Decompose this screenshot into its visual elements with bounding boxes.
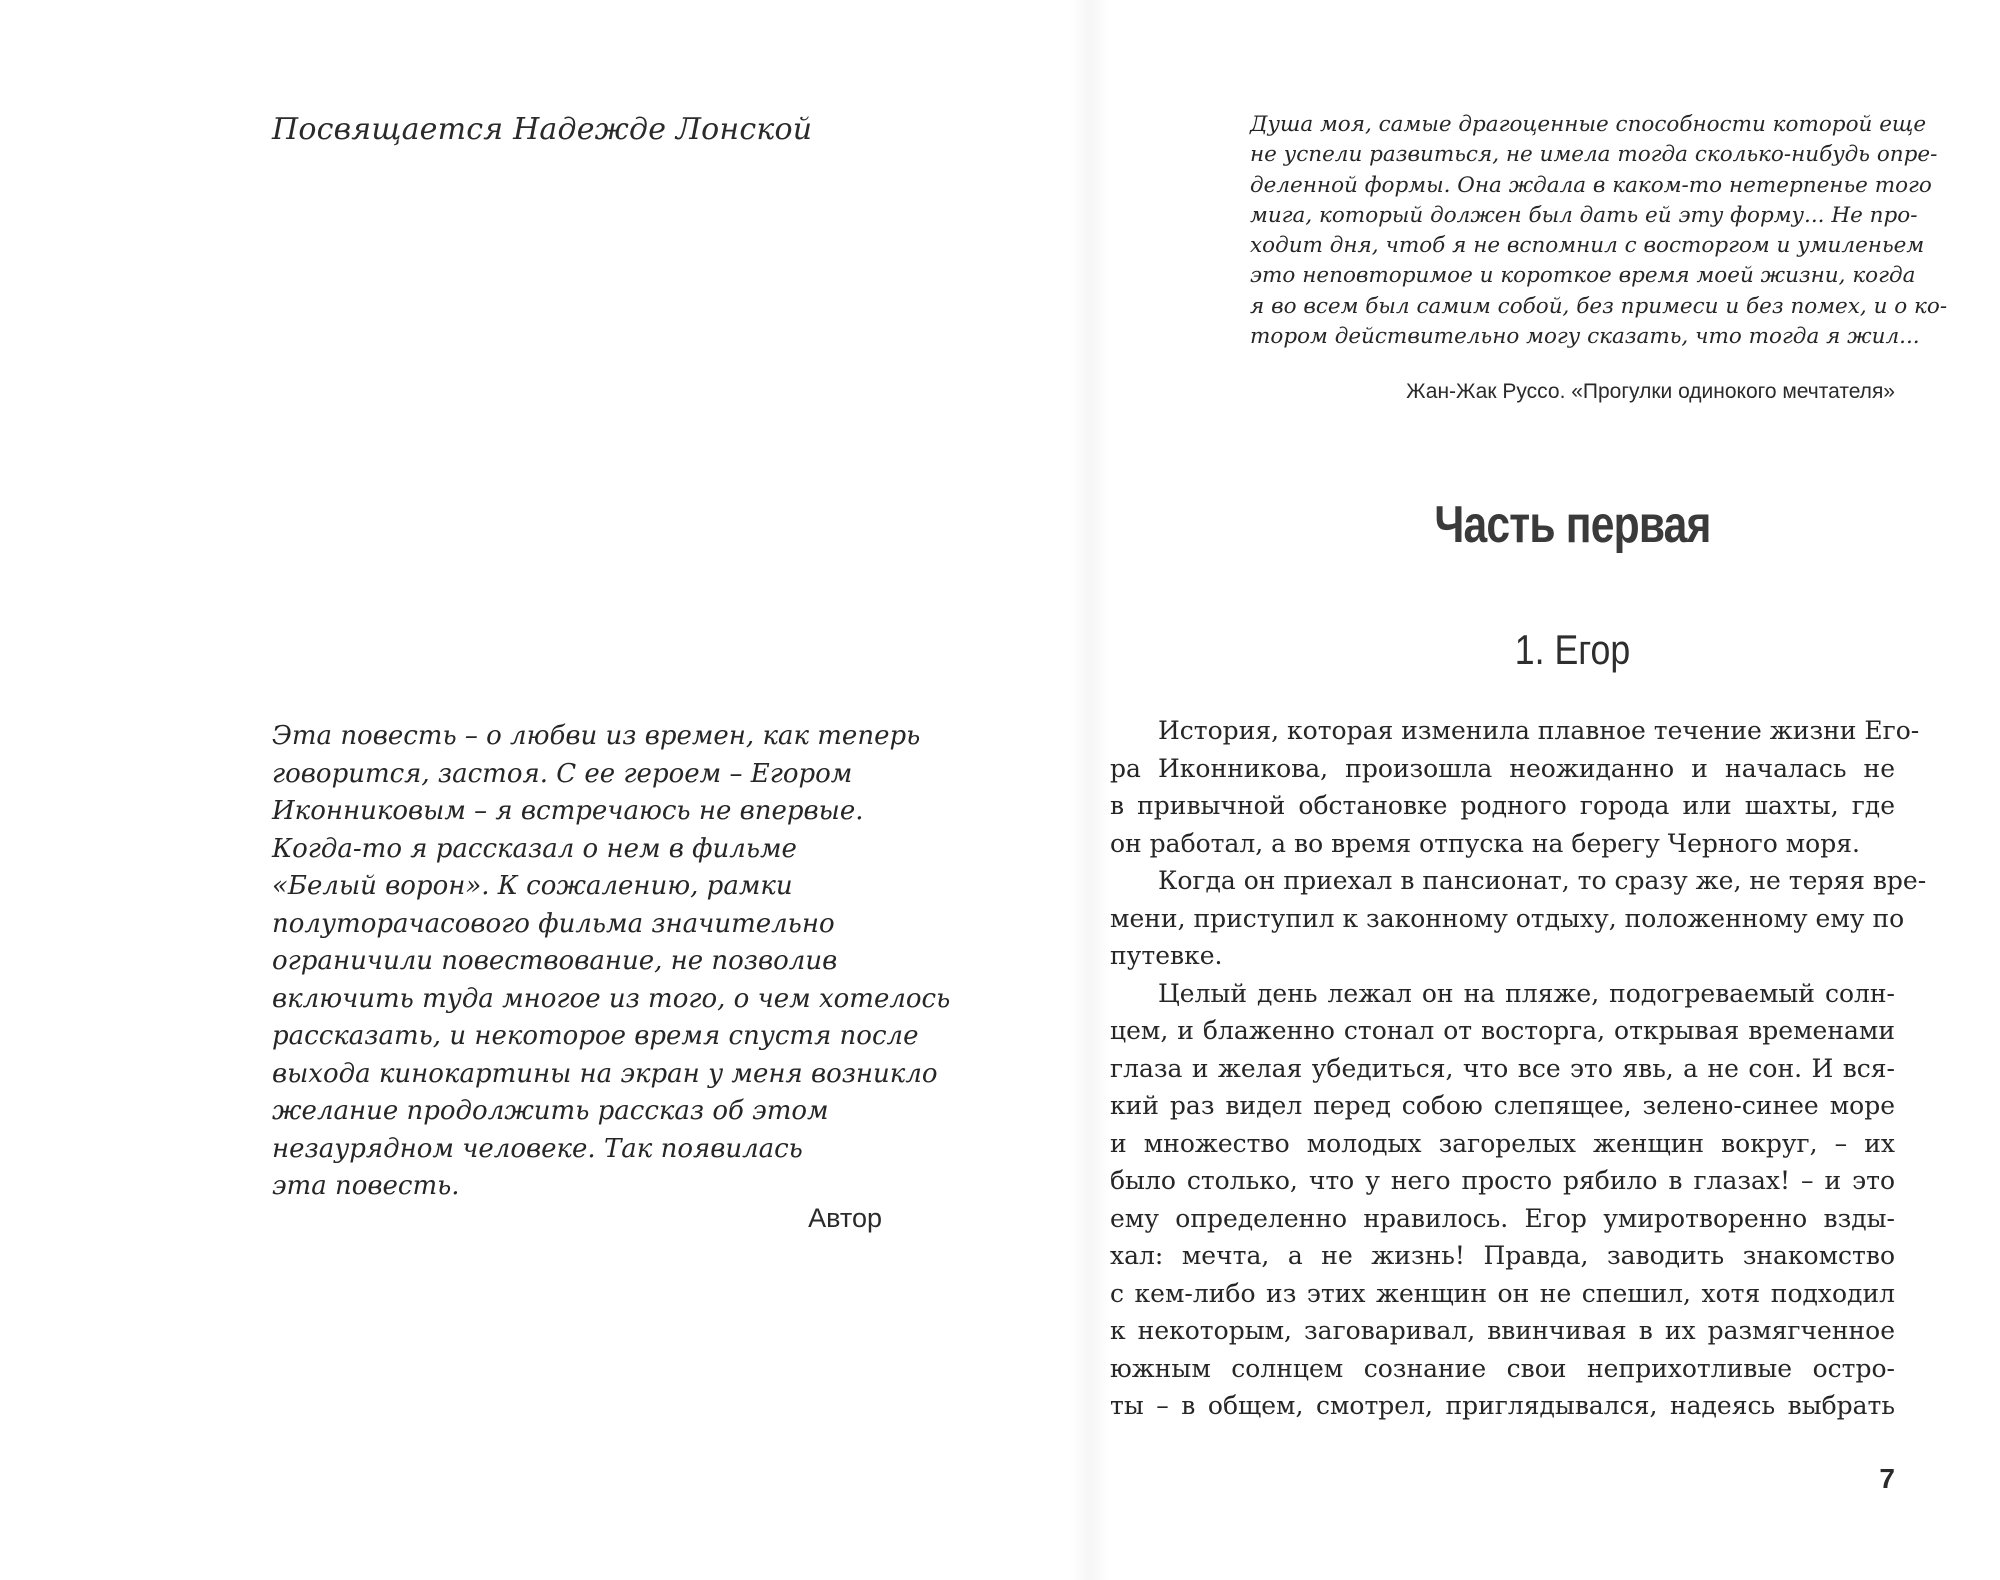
foreword-author: Автор — [808, 1203, 882, 1233]
foreword-line: выхода кинокартины на экран у меня возникло — [272, 1058, 938, 1089]
body-line: мени, приступил к законному отдыху, положенному ему по — [1110, 903, 1905, 933]
foreword-line: рассказать, и некоторое время спустя после — [272, 1021, 919, 1051]
epigraph-line: Душа моя, самые драгоценные способности которой еще — [1250, 112, 1927, 137]
body-line: хал: мечта, а не жизнь! Правда, заводить знакомство — [1110, 1241, 1895, 1270]
foreword-line: Иконниковым – я встречаюсь не впервые. — [272, 796, 864, 826]
body-line: ра Иконникова, произошла неожиданно и началась не — [1110, 753, 1895, 783]
part-title: Часть первая — [1434, 496, 1711, 554]
body-line: и множество молодых загорелых женщин вокруг, – их — [1110, 1128, 1895, 1158]
foreword-line: эта повесть. — [272, 1171, 460, 1201]
foreword-line: желание продолжить рассказ об этом — [272, 1096, 829, 1126]
body-line: он работал, а во время отпуска на берегу Черного моря. — [1110, 828, 1860, 858]
foreword-line: включить туда многое из того, о чем хотелось — [272, 983, 951, 1014]
epigraph — [1250, 110, 1948, 352]
epigraph-line: это неповторимое и короткое время моей жизни, когда — [1250, 263, 1916, 289]
epigraph-line: я во всем был самим собой, без примеси и без помех, и о ко- — [1250, 293, 1948, 319]
foreword-line: Эта повесть – о любви из времен, как теперь — [272, 721, 921, 751]
foreword-line: говорится, застоя. С ее героем – Егором — [272, 758, 853, 789]
body-line: кий раз видел перед собою слепящее, зелено-синее море — [1110, 1091, 1895, 1120]
body-line: было столько, что у него просто рябило в глазах! – и это — [1110, 1166, 1895, 1195]
epigraph-line: мига, который должен был дать ей эту форму... Не про- — [1250, 202, 1918, 228]
foreword-line: Когда-то я рассказал о нем в фильме — [272, 833, 797, 864]
body-line: путевке. — [1110, 941, 1223, 970]
epigraph-line: не успели развиться, не имела тогда сколько-нибудь опре- — [1250, 142, 1938, 168]
body-line: с кем-либо из этих женщин он не спешил, хотя подходил — [1110, 1278, 1895, 1308]
body-line: глаза и желая убедиться, что все это явь, а не сон. И вся- — [1110, 1053, 1895, 1083]
body-line: ты – в общем, смотрел, приглядывался, надеясь выбрать — [1110, 1391, 1895, 1420]
epigraph-source: Жан-Жак Руссо. «Прогулки одинокого мечтателя» — [1406, 380, 1895, 403]
body-line: Целый день лежал он на пляже, подогреваемый солн- — [1158, 978, 1895, 1008]
body-line: Когда он приехал в пансионат, то сразу же, не теряя вре- — [1158, 866, 1927, 895]
foreword-line: ограничили повествование, не позволив — [272, 946, 838, 976]
chapter-body — [1110, 712, 1927, 1425]
body-line: к некоторым, заговаривал, ввинчивая в их размягченное — [1110, 1316, 1895, 1345]
epigraph-line: ходит дня, чтоб я не вспомнил с восторгом и умиленьем — [1250, 233, 1925, 259]
body-line: южным солнцем сознание свои неприхотливые остро- — [1110, 1353, 1895, 1383]
foreword — [272, 718, 951, 1206]
foreword-line: «Белый ворон». К сожалению, рамки — [272, 871, 793, 901]
body-line: цем, и блаженно стонал от восторга, открывая временами — [1110, 1016, 1895, 1045]
foreword-line: полуторачасового фильма значительно — [272, 908, 835, 939]
dedication: Посвящается Надежде Лонской — [272, 112, 813, 147]
body-line: в привычной обстановке родного города или шахты, где — [1110, 791, 1895, 820]
foreword-line: незаурядном человеке. Так появилась — [272, 1133, 803, 1164]
epigraph-line: деленной формы. Она ждала в каком-то нетерпенье того — [1250, 172, 1932, 198]
body-line: История, которая изменила плавное течение жизни Его- — [1158, 716, 1920, 745]
chapter-title: 1. Егор — [1514, 626, 1631, 673]
body-line: ему определенно нравилось. Егор умиротворенно взды- — [1110, 1203, 1895, 1233]
epigraph-line: тором действительно могу сказать, что тогда я жил... — [1250, 324, 1920, 350]
page-number: 7 — [1879, 1463, 1895, 1494]
